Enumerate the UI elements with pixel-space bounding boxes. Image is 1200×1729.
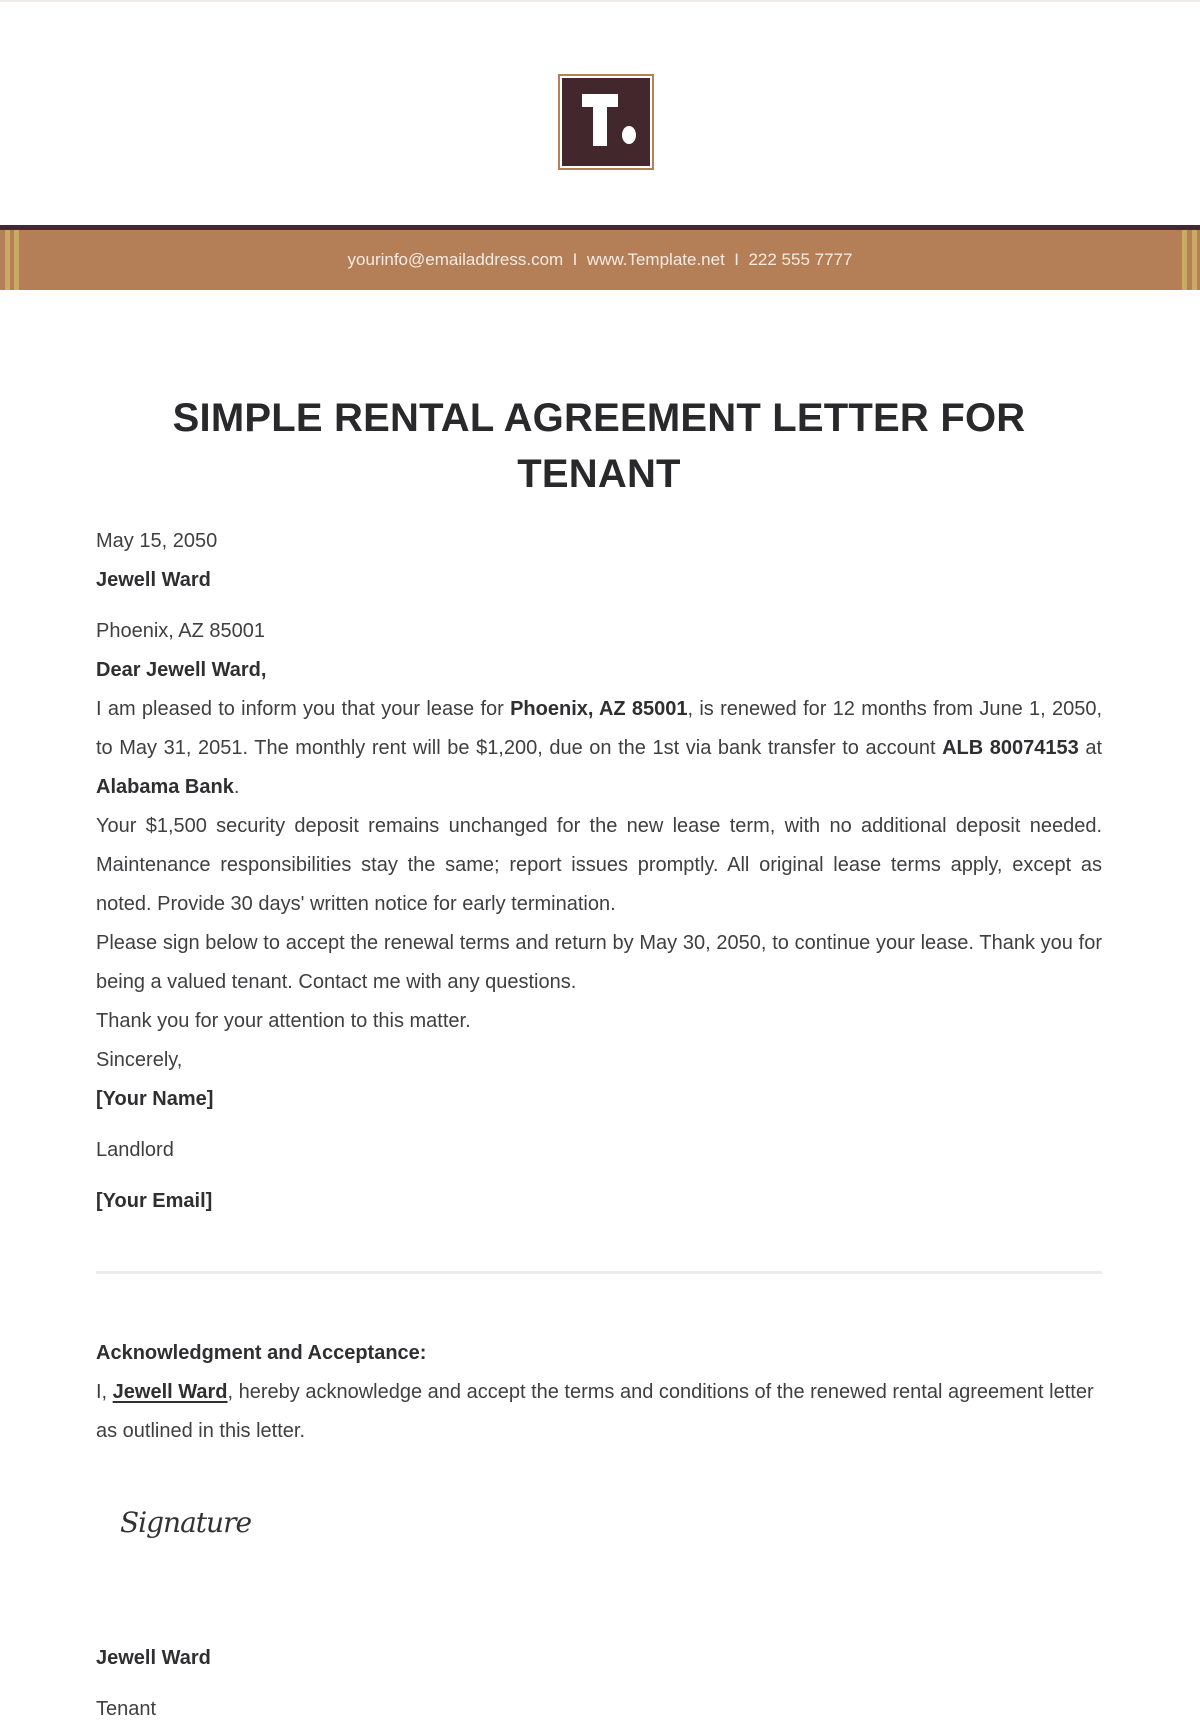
tenant-name-underlined: Jewell Ward	[112, 1381, 228, 1403]
recipient-name: Jewell Ward	[96, 569, 211, 591]
bank-name: Alabama Bank	[96, 776, 234, 798]
sender-email: [Your Email]	[96, 1190, 213, 1212]
separator: I	[572, 250, 578, 269]
acknowledgment-heading: Acknowledgment and Acceptance:	[96, 1342, 427, 1364]
contact-info	[0, 230, 1200, 290]
title-line-1: SIMPLE RENTAL AGREEMENT LETTER FOR	[172, 396, 1026, 440]
recipient-address: Phoenix, AZ 85001	[96, 620, 266, 642]
sender-name: [Your Name]	[96, 1088, 214, 1110]
section-divider	[96, 1271, 1102, 1274]
letter-date: May 15, 2050	[96, 530, 218, 552]
contact-website: www.Template.net	[586, 250, 725, 269]
closing: Sincerely,	[96, 1049, 183, 1071]
separator: I	[734, 250, 739, 269]
signer-role: Tenant	[96, 1698, 157, 1720]
top-border	[0, 0, 1200, 2]
property-address: Phoenix, AZ 85001	[510, 698, 688, 720]
paragraph-deposit: Your $1,500 security deposit remains unchanged for the new lease term, with no additional deposit needed. Maintenance responsibilities stay the same; report issues promptly. All original lease terms apply, except as noted. Provide 30 days' written notice for early termination.	[96, 815, 1102, 915]
paragraph-lease-renewal: I am pleased to inform you that your lease for Phoenix, AZ 85001, is renewed for 12 months from June 1, 2050, to May 31, 2051. The monthly rent will be $1,200, due on the 1st via bank transfer to account ALB 80074153 at Alabama Bank.	[96, 698, 1103, 798]
page-title	[96, 390, 1102, 502]
acknowledgment-text: I, Jewell Ward, hereby acknowledge and accept the terms and conditions of the renewed rental agreement letter as outlined in this letter.	[96, 1381, 1094, 1442]
letter-body	[96, 390, 1102, 1729]
signer-name: Jewell Ward	[96, 1647, 211, 1669]
salutation: Dear Jewell Ward,	[96, 659, 267, 681]
contact-email: yourinfo@emailaddress.com	[347, 250, 564, 269]
contact-band	[0, 230, 1200, 290]
logo-mark-icon	[562, 78, 650, 166]
paragraph-sign-request: Please sign below to accept the renewal terms and return by May 30, 2050, to continue your lease. Thank you for being a valued tenant. Contact me with any questions.	[96, 932, 1102, 993]
title-line-2: TENANT	[517, 452, 681, 496]
paragraph-thanks: Thank you for your attention to this matter.	[96, 1010, 471, 1032]
account-number: ALB 80074153	[942, 737, 1079, 759]
contact-phone: 222 555 7777	[748, 250, 853, 269]
signature-image: Signature	[120, 1506, 252, 1539]
company-logo	[558, 74, 654, 170]
sender-role: Landlord	[96, 1139, 174, 1161]
